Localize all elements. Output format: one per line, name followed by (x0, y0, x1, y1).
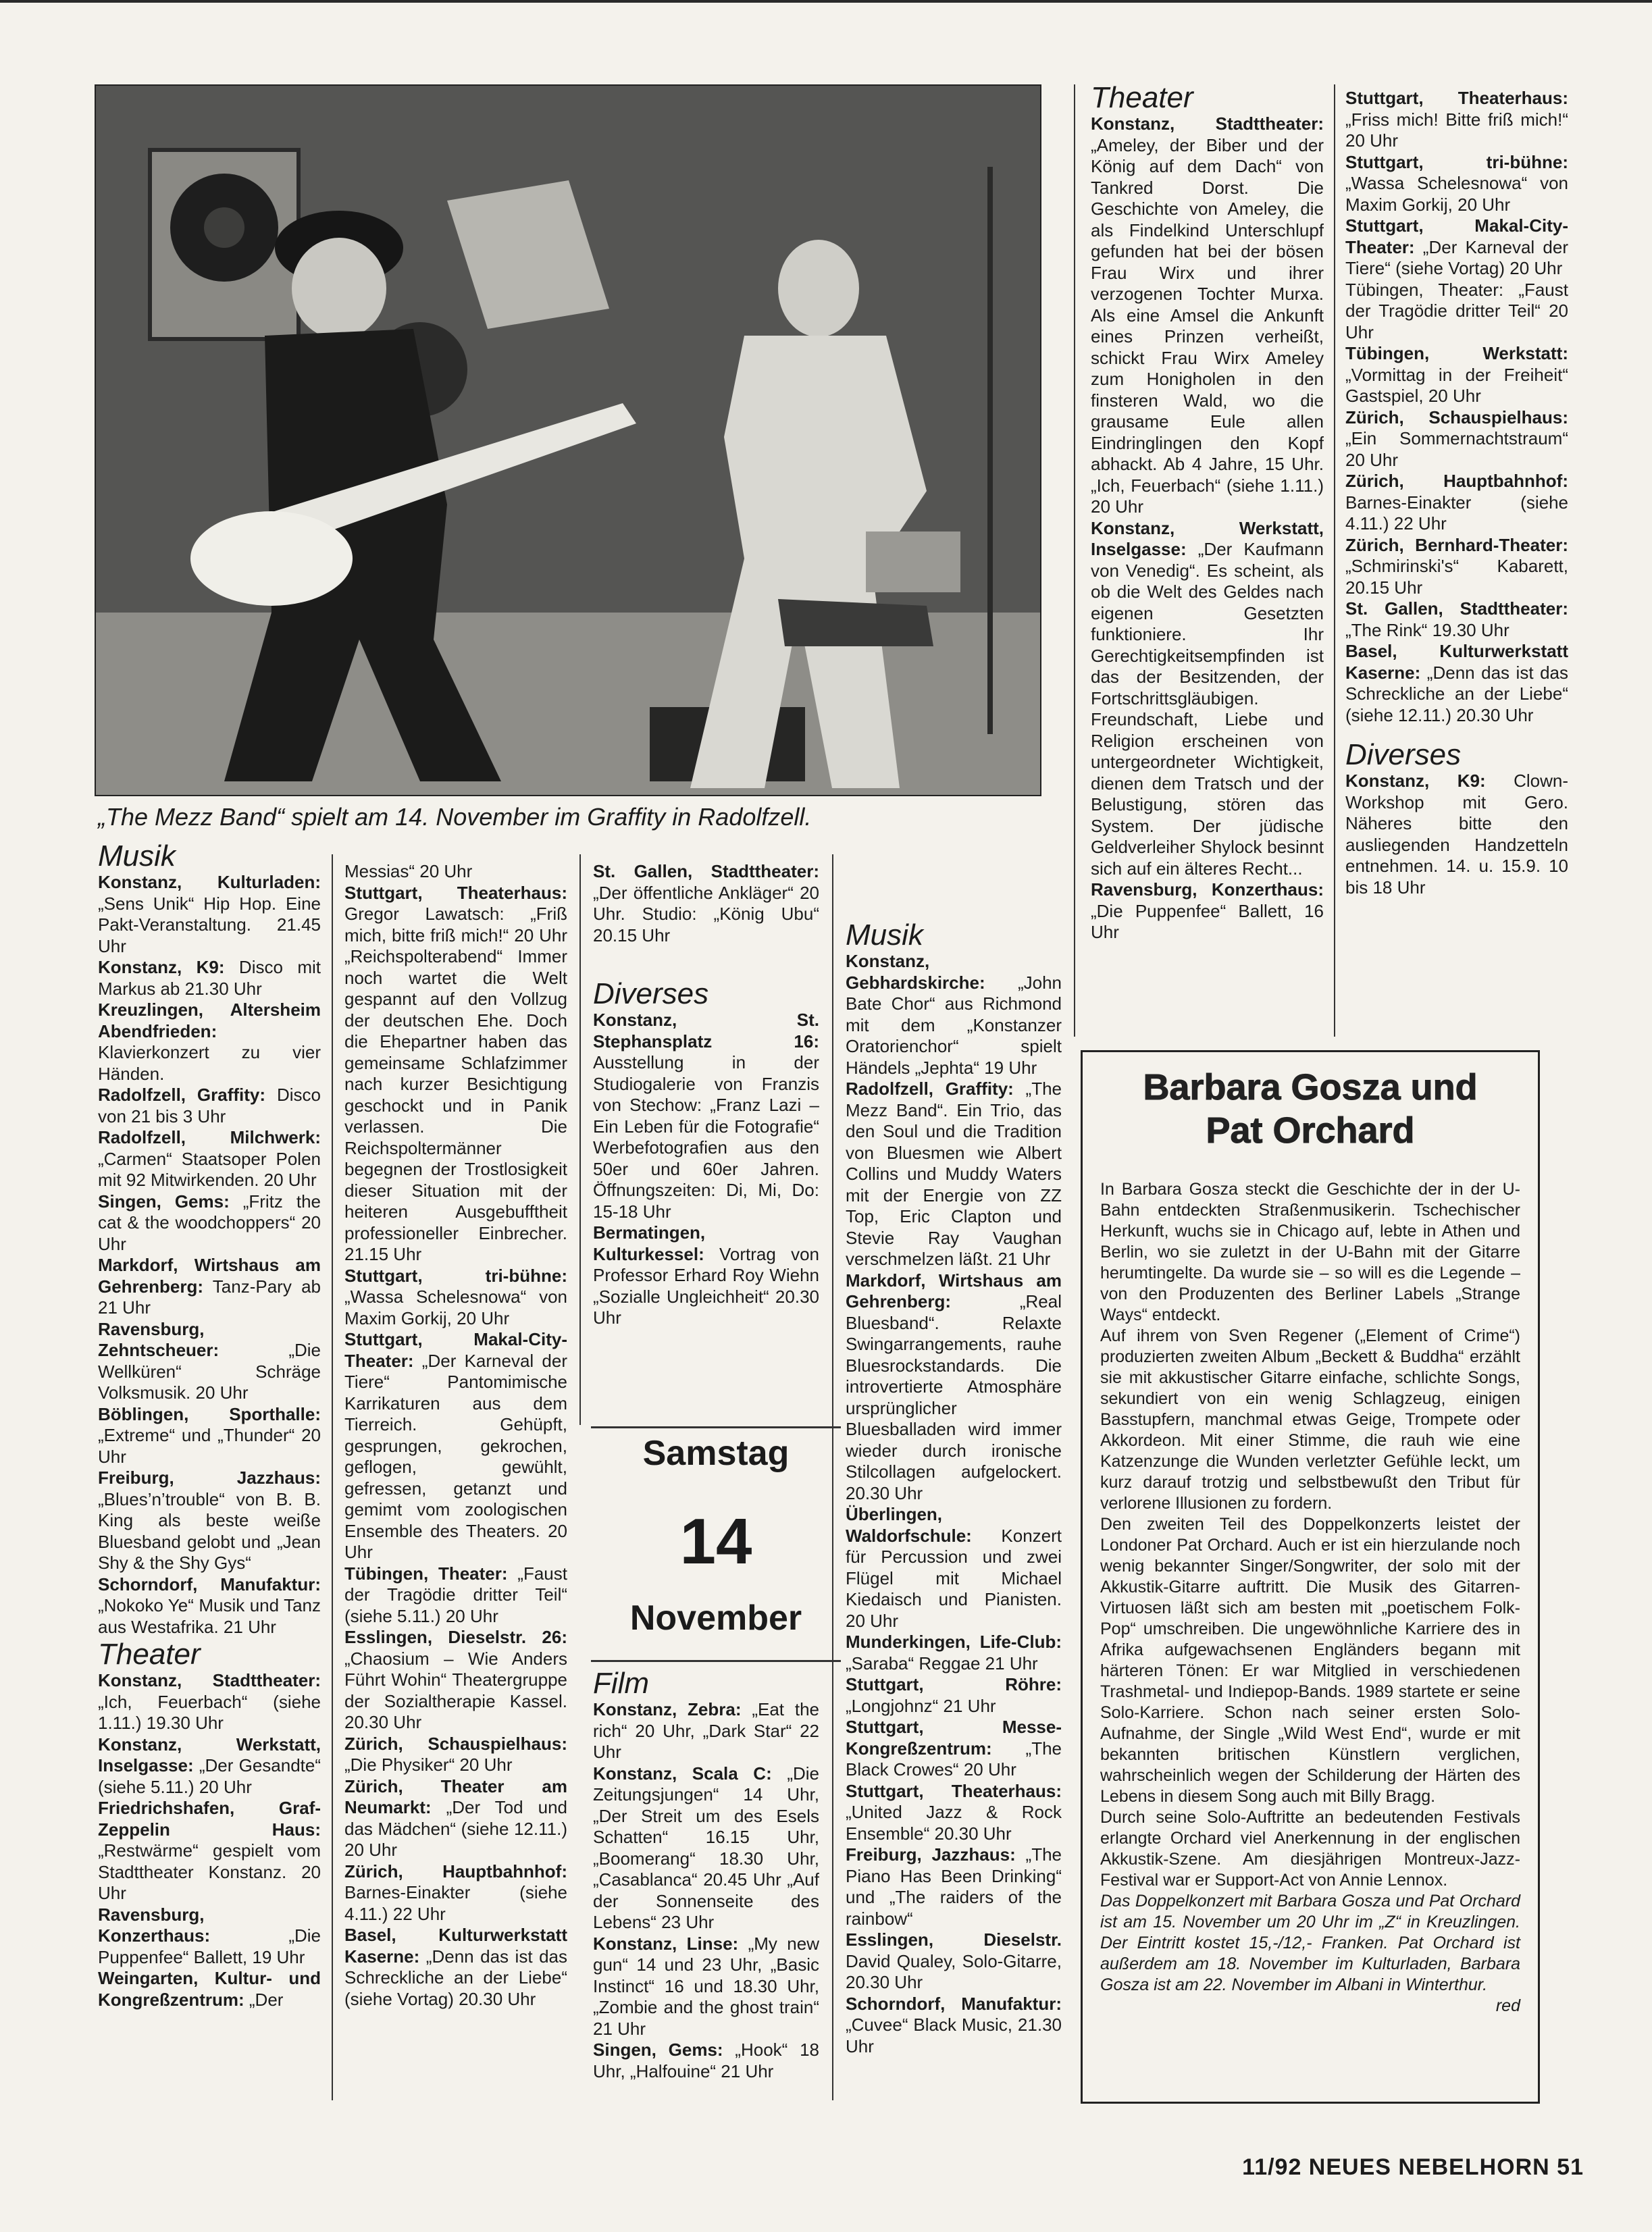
article-paragraph: Auf ihrem von Sven Regener („Element of Crime“) produzierten zweiten Album „Beckett & Buddha“ erzählt sie mit akkustischer Gitarre einfache, schlichte Songs, sekundiert von ein wenig Schlagzeug, einigen Basstupfern, manchmal etwas Geige, Trompete oder Akkordeon. Mit einer Stimme, die rauh wie eine Katzenzunge die Wunden verletzter Gefühle leckt, um kurz darauf trotzig und selbstbewußt den Tribut für verlorene Illusionen zu fordern. (1100, 1326, 1520, 1513)
column-3 (593, 861, 819, 1329)
venue-name: Stuttgart, tri-bühne: (1345, 151, 1568, 172)
event-details: Disco von 21 bis 3 Uhr (98, 1085, 321, 1126)
event-details: „The Black Crowes“ 20 Uhr (846, 1738, 1062, 1780)
event-details: Klavierkonzert zu vier Händen. (98, 1042, 321, 1084)
listing-entry (1091, 113, 1324, 518)
event-details: Vortrag von Professor Erhard Roy Wiehn „Sozialle Ungleichheit“ 20.30 Uhr (593, 1243, 819, 1328)
listing-diverses (1345, 771, 1568, 898)
venue-name: Zürich, Bernhard-Theater: (1345, 534, 1568, 555)
listing-theater (1091, 113, 1324, 943)
event-details: Tübingen, Theater: „Faust der Tragödie dritter Teil“ 20 Uhr (1345, 279, 1568, 342)
listing-entry (344, 1925, 567, 2010)
venue-name: Radolfzell, Graffity: (846, 1079, 1014, 1099)
column-6 (1345, 88, 1568, 898)
event-details: „Denn das ist das Schreckliche an der Liebe“ (siehe 12.11.) 20.30 Uhr (1345, 662, 1568, 725)
listing-entry (1345, 280, 1568, 344)
venue-name: Tübingen, Werkstatt: (1345, 343, 1568, 363)
event-details: „Schmirinski's“ Kabarett, 20.15 Uhr (1345, 556, 1568, 598)
venue-name: Ravensburg, Konzerthaus: (1091, 879, 1324, 900)
column-3-film (593, 1668, 819, 2082)
event-details: „Hook“ 18 Uhr, „Halfouine“ 21 Uhr (593, 2040, 819, 2081)
event-details: Konzert für Percussion und zwei Flügel mit Michael Kiedaisch und Pianisten. 20 Uhr (846, 1525, 1062, 1631)
section-heading-theater: Theater (98, 1638, 201, 1671)
venue-name: Konstanz, Linse: (593, 1933, 739, 1954)
listing-entry (846, 1674, 1062, 1717)
event-details: Clown-Workshop mit Gero. Näheres bitte den ausliegenden Handzetteln entnehmen. 14. u. 15.9. 10 bis 18 Uhr (1345, 771, 1568, 898)
venue-name: Konstanz, St. Stephansplatz 16: (593, 1010, 819, 1052)
article-paragraph: Durch seine Solo-Auftritte an bedeutenden Festivals erlangte Orchard viel Anerkennung in der englischen Akkustik-Szene. Am diesjährigen Montreux-Jazz-Festival war er Support-Act von Annie Lennox. (1100, 1808, 1520, 1890)
date-rule-bottom (591, 1660, 841, 1662)
listing-entry (846, 1717, 1062, 1781)
venue-name: Singen, Gems: (593, 2040, 723, 2060)
event-details: „The Rink“ 19.30 Uhr (1345, 619, 1509, 640)
event-details: „Der Karneval der Tiere“ Pantomimische Karrikaturen aus dem Tierreich. Gehüpft, gesprungen, gekrochen, geflogen, gewühlt, gefressen, getanzt und gemimt vom zoologischen Ensemble des Theaters. 20 Uhr (344, 1350, 567, 1562)
listing-entry (344, 1734, 567, 1776)
event-details: „Ameley, der Biber und der König auf dem Dach“ von Tankred Dorst. Die Geschichte von Ameley, die als Findelkind Unterschlupf gefunden hat bei der bösen Frau Wirx und ihrer verzogenen Tochter Murxa. Als eine Amsel die Ankunft eines Prinzen verheißt, schickt Frau Wirx Ameley zum Honigholen in den finsteren Wald, wo die grausame Eule allen Eindringlingen den Kopf abhackt. Ab 4 Jahre, 15 Uhr. „Ich, Feuerbach“ (siehe 1.11.) 20 Uhr (1091, 134, 1324, 517)
venue-name: Zürich, Schauspielhaus: (344, 1733, 567, 1754)
listing-entry (98, 1085, 321, 1127)
event-details: „Saraba“ Reggae 21 Uhr (846, 1653, 1038, 1673)
venue-name: Markdorf, Wirtshaus am Gehrenberg: (98, 1255, 321, 1297)
venue-name: Konstanz, Stadttheater: (1091, 113, 1324, 134)
venue-name: Stuttgart, Theaterhaus: (1345, 88, 1568, 108)
listing-entry (593, 1763, 819, 1933)
event-details: „Cuvee“ Black Music, 21.30 Uhr (846, 2015, 1062, 2056)
venue-name: Stuttgart, Röhre: (846, 1674, 1062, 1694)
event-details: „Der Karneval der Tiere“ (siehe Vortag) 20 Uhr (1345, 236, 1568, 278)
listing-entry (98, 872, 321, 957)
event-details: „Chaosium – Wie Anders Führt Wohin“ Theatergruppe der Sozialtherapie Kassel. 20.30 Uhr (344, 1648, 567, 1732)
listing-entry (98, 1468, 321, 1574)
event-details: „Faust der Tragödie dritter Teil“ (siehe 5.11.) 20 Uhr (344, 1563, 567, 1626)
event-details: „Der Gesandte“ (siehe 5.11.) 20 Uhr (98, 1755, 321, 1797)
venue-name: Stuttgart, Theaterhaus: (344, 882, 567, 903)
event-details: „The Piano Has Been Drinking“ und „The raiders of the rainbow“ (846, 1844, 1062, 1929)
listing-entry (344, 1329, 567, 1563)
listing-entry (98, 957, 321, 1000)
listing-musik (846, 951, 1062, 2057)
event-details: „Wassa Schelesnowa“ von Maxim Gorkij, 20 Uhr (1345, 173, 1568, 215)
venue-name: Zürich, Hauptbahnhof: (1345, 471, 1568, 491)
venue-name: Konstanz, K9: (98, 957, 225, 977)
event-details: Ausstellung in der Studiogalerie von Franzis von Stechow: „Franz Lazi – Ein Leben für die Fotografie“ Werbefotografien aus den 50er und 60er Jahren. Öffnungszeiten: Di, Mi, Do: 15-18 Uhr (593, 1052, 819, 1222)
event-details: „Longjohnz“ 21 Uhr (846, 1695, 996, 1716)
event-details: „Eat the rich“ 20 Uhr, „Dark Star“ 22 Uhr (593, 1699, 819, 1762)
article-title-line-1: Barbara Gosza und (1143, 1067, 1478, 1108)
listing-entry (344, 1776, 567, 1861)
venue-name: St. Gallen, Stadttheater: (1345, 598, 1568, 619)
event-details: „Fritz the cat & the woodchoppers“ 20 Uhr (98, 1191, 321, 1254)
listing-diverses (593, 1010, 819, 1329)
listing-entry (98, 1904, 321, 1969)
listing-entry (1091, 879, 1324, 943)
venue-name: Bermatingen, Kulturkessel: (593, 1222, 706, 1264)
listing-entry (98, 1000, 321, 1085)
listing-entry (1345, 535, 1568, 599)
venue-name: Freiburg, Jazzhaus: (846, 1844, 1016, 1865)
event-details: „Real Bluesband“. Relaxte Swingarrangements, rauhe Bluesrockstandards. Die introvertierte Atmosphäre ursprünglicher Bluesballaden wird immer wieder durch ironische Stilcollagen aufgelockert. 20.30 Uhr (846, 1291, 1062, 1503)
venue-name: Konstanz, Werkstatt, Inselgasse: (98, 1734, 321, 1775)
venue-name: Stuttgart, Makal-City-Theater: (1345, 215, 1568, 257)
event-details: Gregor Lawatsch: „Friß mich, bitte friß mich!“ 20 Uhr „Reichspolterabend“ Immer noch wartet die Welt gespannt auf den Vollzug der deutschen Ehe. Doch die Ehepartner haben das gemeinsame Schlafzimmer nach kurzer Besichtigung geschockt und in Panik verlassen. Die Reichspoltermänner begegnen der Trostlosigkeit dieser Situation mit der heiteren Ausgebufftheit professioneller Einbrecher. 21.15 Uhr (344, 904, 567, 1264)
section-heading-theater: Theater (1091, 81, 1193, 114)
event-details: „Die Puppenfee“ Ballett, 19 Uhr (98, 1925, 321, 1967)
section-heading-musik: Musik (846, 918, 923, 952)
event-details: „Die Physiker“ 20 Uhr (344, 1755, 513, 1775)
event-details: „Extreme“ und „Thunder“ 20 Uhr (98, 1425, 321, 1467)
listing-entry (846, 1929, 1062, 1994)
venue-name: Stuttgart, Theaterhaus: (846, 1780, 1062, 1801)
listing-entry (98, 1255, 321, 1319)
venue-name: Zürich, Theater am Neumarkt: (344, 1775, 567, 1817)
event-details: „Carmen“ Staatsoper Polen mit 92 Mitwirkenden. 20 Uhr (98, 1148, 321, 1190)
listing-entry (98, 1968, 321, 2010)
event-details: „Der (244, 1989, 284, 2010)
venue-name: Zürich, Hauptbahnhof: (344, 1861, 567, 1881)
venue-name: Stuttgart, Messe-Kongreßzentrum: (846, 1717, 1062, 1759)
event-details: „Der öffentliche Ankläger“ 20 Uhr. Studio: „König Ubu“ 20.15 Uhr (593, 882, 819, 945)
listing-entry (1345, 598, 1568, 641)
venue-name: Zürich, Schauspielhaus: (1345, 407, 1568, 427)
venue-name: Böblingen, Sporthalle: (98, 1403, 321, 1424)
venue-name: Esslingen, Dieselstr. 26: (344, 1627, 567, 1647)
listing-entry (1345, 471, 1568, 535)
article-title (1100, 1066, 1520, 1152)
venue-name: Konstanz, Werkstatt, Inselgasse: (1091, 517, 1324, 559)
event-details: „Denn das ist das Schreckliche an der Liebe“ (siehe Vortag) 20.30 Uhr (344, 1946, 567, 2009)
listing-entry (846, 1632, 1062, 1674)
listing-entry (98, 1798, 321, 1904)
listing-entry (98, 1191, 321, 1255)
listing-entry (98, 1127, 321, 1191)
listing-entry (344, 861, 567, 883)
venue-name: Munderkingen, Life-Club: (846, 1632, 1062, 1652)
listing-entry (98, 1404, 321, 1468)
listing-theater (98, 1670, 321, 2010)
section-heading-musik: Musik (98, 839, 176, 873)
event-details: „John Bate Chor“ aus Richmond mit dem „Konstanzer Oratorienchor“ spielt Händels „Jephta“ 19 Uhr (846, 972, 1062, 1078)
event-details: David Qualey, Solo-Gitarre, 20.30 Uhr (846, 1950, 1062, 1992)
listing-entry (1345, 407, 1568, 471)
event-details: „The Mezz Band“. Ein Trio, das den Soul und die Tradition von Bluesmen wie Albert Collins und Muddy Waters mit der Energie von ZZ Top, Eric Clapton und Stevie Ray Vaughan verschmelzen läßt. 21 Uhr (846, 1079, 1062, 1269)
venue-name: Friedrichshafen, Graf-Zeppelin Haus: (98, 1798, 321, 1840)
column-5 (1091, 82, 1324, 943)
event-details: „Die Puppenfee“ Ballett, 16 Uhr (1091, 900, 1324, 942)
venue-name: Radolfzell, Milchwerk: (98, 1127, 321, 1147)
listing-film (593, 1699, 819, 2082)
venue-name: Ravensburg, Konzerthaus: (98, 1904, 211, 1946)
column-divider (832, 854, 833, 2100)
venue-name: Schorndorf, Manufaktur: (98, 1574, 321, 1594)
date-box (591, 1425, 841, 1661)
article-paragraph: Den zweiten Teil des Doppelkonzerts leistet der Londoner Pat Orchard. Auch er ist ein hierzulande noch wenig bekannter Singer/Songwriter, der solo mit der Akkustik-Gitarre auftritt. Die Musik des Gitarren-Virtuosen läßt sich am besten mit „poetischem Folk-Pop“ umschreiben. Die ungewöhnliche Karriere des in Afrika aufgewachsenen Engländers begann mit härteren Tönen: Er war Mitglied in verschiedenen Trashmetal- und Indiepop-Bands. 1989 startete er seine Solo-Karriere. Schon nach seiner ersten Solo-Aufnahme, der Single „Wild West End“, wurde er mit bekannten britischen Künstlern verglichen, wahrscheinlich wegen der Schilderung der Härten des Lebens in diesem Song auch mit Billy Bragg. (1100, 1515, 1520, 1806)
venue-name: Überlingen, Waldorfschule: (846, 1504, 972, 1546)
venue-name: Konstanz, Gebhardskirche: (846, 951, 985, 993)
listing-entry (846, 1079, 1062, 1270)
event-details: „Die Wellküren“ Schräge Volksmusik. 20 Uhr (98, 1340, 321, 1403)
column-divider (332, 854, 333, 2100)
listing-entry (344, 1563, 567, 1628)
event-details: „Friss mich! Bitte friß mich!“ 20 Uhr (1345, 109, 1568, 151)
event-details: Barnes-Einakter (siehe 4.11.) 22 Uhr (344, 1882, 567, 1924)
venue-name: Basel, Kulturwerkstatt Kaserne: (1345, 641, 1568, 683)
venue-name: Konstanz, Scala C: (593, 1763, 772, 1784)
event-details: „Die Zeitungsjungen“ 14 Uhr, „Der Streit um des Esels Schatten“ 16.15 Uhr, „Boomerang“ 18.30 Uhr, „Casablanca“ 20.45 Uhr „Auf der Sonnenseite des Lebens“ 23 Uhr (593, 1763, 819, 1932)
date-day-number: 14 (679, 1505, 752, 1578)
listing-entry (1345, 343, 1568, 407)
listing-entry (846, 951, 1062, 1079)
listing-entry (98, 1574, 321, 1638)
venue-name: Markdorf, Wirtshaus am Gehrenberg: (846, 1270, 1062, 1312)
listing-entry (846, 1844, 1062, 1929)
article-event-info: Das Doppelkonzert mit Barbara Gosza und Pat Orchard ist am 15. November um 20 Uhr im „Z“ in Kreuzlingen. Der Eintritt kostet 15,-/12,- Franken. Pat Orchard ist außerdem am 18. November im Kulturladen, Barbara Gosza ist am 22. November im Albani in Winterthur. (1100, 1892, 1520, 1994)
listing-entry (846, 1781, 1062, 1845)
venue-name: Tübingen, Theater: (344, 1563, 508, 1584)
listing-theater-continued (1345, 88, 1568, 726)
listing-entry (98, 1319, 321, 1404)
listing-theater-end (593, 861, 819, 946)
listing-musik (98, 872, 321, 1638)
event-details: Tanz-Pary ab 21 Uhr (98, 1276, 321, 1318)
venue-name: Basel, Kulturwerkstatt Kaserne: (344, 1925, 567, 1967)
venue-name: Stuttgart, Makal-City-Theater: (344, 1329, 567, 1371)
listing-entry (98, 1734, 321, 1798)
venue-name: Weingarten, Kultur- und Kongreßzentrum: (98, 1968, 321, 2010)
column-1 (98, 841, 321, 2010)
listing-entry (1345, 215, 1568, 280)
listing-entry (593, 1222, 819, 1329)
event-details: „Vormittag in der Freiheit“ Gastspiel, 20 Uhr (1345, 364, 1568, 406)
listing-entry (593, 2040, 819, 2082)
listing-entry (1345, 771, 1568, 898)
event-details: Barnes-Einakter (siehe 4.11.) 22 Uhr (1345, 492, 1568, 534)
event-details: „Der Tod und das Mädchen“ (siehe 12.11.) 20 Uhr (344, 1797, 567, 1860)
venue-name: Stuttgart, tri-bühne: (344, 1265, 567, 1286)
listing-entry (846, 1270, 1062, 1505)
listing-entry (1345, 88, 1568, 152)
venue-name: Esslingen, Dieselstr. (846, 1929, 1062, 1950)
article-paragraph: In Barbara Gosza steckt die Geschichte der in der U-Bahn entdeckten Straßenmusikerin. Tschechischer Herkunft, wuchs sie in Chicago auf, lebte in Athen und Berlin, wo sie zuletzt in der U-Bahn mit der Gitarre herumtingelte. Da wurde sie – so will es die Legende – von den Produzenten des Berliner Labels „Strange Ways“ entdeckt. (1100, 1180, 1520, 1324)
event-details: „Der Kaufmann von Venedig“. Es scheint, als ob die Welt des Geldes nach eigenen Gesetzten funktioniere. Ihr Gerechtigkeitsempfinden ist das der Besitzenden, der Fortschrittsgläubigen. Freundschaft, Liebe und Religion erscheinen von untergeordneter Wichtigkeit, dienen dem Tratsch und der Belustigung, stören das System. Der jüdische Geldverleiher Shylock besinnt sich auf ein älteres Recht... (1091, 539, 1324, 879)
section-heading-diverses: Diverses (1345, 738, 1462, 771)
venue-name: Ravensburg, Zehntscheuer: (98, 1318, 220, 1360)
listing-entry (344, 1627, 567, 1734)
article-title-line-2: Pat Orchard (1206, 1110, 1415, 1151)
event-details: „Sens Unik“ Hip Hop. Eine Pakt-Veranstaltung. 21.45 Uhr (98, 893, 321, 956)
page-footer: 11/92 NEUES NEBELHORN 51 (1242, 2154, 1584, 2180)
venue-name: Konstanz, Kulturladen: (98, 872, 321, 892)
listing-entry (98, 1670, 321, 1734)
venue-name: Singen, Gems: (98, 1191, 230, 1212)
event-details: Disco mit Markus ab 21.30 Uhr (98, 957, 321, 999)
event-details: „Blues’n’trouble“ von B. B. King als beste weiße Bluesband gelobt und „Jean Shy & the Shy Gys“ (98, 1488, 321, 1573)
venue-name: Kreuzlingen, Altersheim Abendfrieden: (98, 1000, 321, 1041)
venue-name: Konstanz, K9: (1345, 771, 1486, 791)
venue-name: Schorndorf, Manufaktur: (846, 1993, 1062, 2014)
listing-entry (344, 1266, 567, 1330)
photo-caption: „The Mezz Band“ spielt am 14. November im Graffity in Radolfzell. (98, 803, 812, 831)
listing-theater-continued (344, 861, 567, 2010)
article-box (1081, 1050, 1540, 2104)
article-body (1100, 1179, 1520, 2017)
section-heading-film: Film (593, 1667, 650, 1700)
column-divider (1074, 84, 1075, 1037)
venue-name: Radolfzell, Graffity: (98, 1085, 266, 1105)
listing-entry (593, 1699, 819, 1763)
event-details: „Wassa Schelesnowa“ von Maxim Gorkij, 20 Uhr (344, 1287, 567, 1328)
event-details: „Ein Sommernachtstraum“ 20 Uhr (1345, 428, 1568, 470)
band-photo-illustration (96, 86, 1040, 795)
listing-entry (846, 1504, 1062, 1632)
listing-entry (1345, 152, 1568, 216)
column-4 (846, 920, 1062, 2057)
column-2 (344, 861, 567, 2010)
listing-entry (846, 1994, 1062, 2058)
date-month: November (629, 1599, 802, 1638)
venue-name: Konstanz, Zebra: (593, 1699, 742, 1719)
venue-name: St. Gallen, Stadttheater: (593, 861, 819, 881)
listing-entry (593, 1933, 819, 2040)
listing-entry (1345, 641, 1568, 726)
listing-entry (593, 861, 819, 946)
venue-name: Konstanz, Stadttheater: (98, 1670, 321, 1690)
event-details: „My new gun“ 14 und 23 Uhr, „Basic Instinct“ 16 und 18.30 Uhr, „Zombie and the ghost train“ 21 Uhr (593, 1933, 819, 2039)
event-details: „Nokoko Ye“ Musik und Tanz aus Westafrika. 21 Uhr (98, 1595, 321, 1637)
venue-name: Freiburg, Jazzhaus: (98, 1468, 321, 1488)
band-photo (95, 84, 1041, 796)
column-divider (579, 854, 581, 1425)
event-details: „United Jazz & Rock Ensemble“ 20.30 Uhr (846, 1802, 1062, 1844)
column-divider (1334, 84, 1335, 1037)
section-heading-diverses: Diverses (593, 977, 709, 1010)
listing-entry (593, 1010, 819, 1222)
event-details: Messias“ 20 Uhr (344, 861, 473, 881)
listing-entry (344, 883, 567, 1266)
date-weekday: Samstag (642, 1434, 790, 1473)
article-signature: red (1495, 1996, 1520, 2015)
event-details: „Ich, Feuerbach“ (siehe 1.11.) 19.30 Uhr (98, 1691, 321, 1733)
listing-entry (344, 1861, 567, 1925)
event-details: „Restwärme“ gespielt vom Stadttheater Konstanz. 20 Uhr (98, 1840, 321, 1903)
listing-entry (1091, 518, 1324, 880)
top-border (0, 0, 1652, 3)
